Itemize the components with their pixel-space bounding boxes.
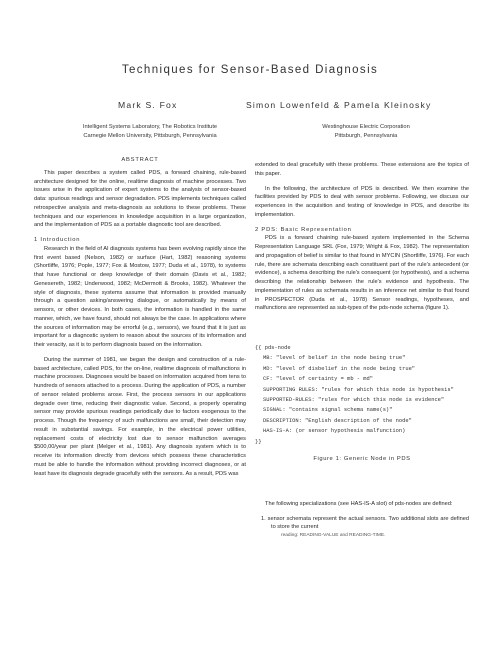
abstract-text: This paper describes a system called PDS, a forward chaining, rule-based architecture designed for the online, realtime diagnosis of machine processes. Two issues arise in the application of expert systems to the analysis of sensor-based data: spurious readings and sensor degradation. PDS implements techniques called retrospective analysis and meta-diagnosis as solutions to these problems. These techniques and our experiences in knowledge acquisition in a large organization, and the implementation of PDS as a portable diagnostic tool are described.: [34, 169, 246, 229]
figure-line-3: CF: "level of certainty = mb - md": [263, 376, 373, 383]
author-1-affiliation: [30, 123, 270, 141]
intro-paragraph-1: Research in the field of AI diagnosis systems has been evolving rapidly since the first event based (Nelson, 1982) or surface (Hart, 1982) reasoning systems (Shortliffe, 1976; Pople, 1977; Fox & Mostow, 1977; Duda et al., 1978), to systems that have functional or deep knowledge of their domain (Davis et al., 1982; Genesereth, 1982; Underwood, 1982; McDermott & Brooks, 1982). Whatever the style of diagnosis, these systems assume that information is provided manually through a question asking/answering dialogue, or automatically by means of sensors, or other devices. In both cases, the information is handled in the same manner, which, we have found, should not always be the case. In applications where the sources of information may be errorful (e.g., sensors), we found that it is just as important for a diagnostic system to reason about the sources of its information and their veracity, as it is to perform diagnosis based on the information.: [34, 245, 246, 348]
figure-1-code: [255, 343, 469, 447]
abstract-heading: ABSTRACT: [121, 157, 159, 163]
pds-paragraph-1: PDS is a forward chaining rule-based system implemented in the Schema Representation Language SRL (Fox, 1979; Wright & Fox, 1982). The representation and propagation of belief is similar to that found in MYCIN (Shortliffe, 1976). For each rule, there are schemata describing each constituent part of the rule's antecedent (or evidence), a schema describing the rule's consequent (or hypothesis), and a schema describing the relationship between the rule's evidence and hypothesis. The implementation of rules as schemata results in an inference net similar to that found in PROSPECTOR (Duda et al., 1978) Sensor readings, hypotheses, and malfunctions are represented as sub-types of the pds-node schema (figure 1).: [255, 235, 469, 312]
right-paragraph-1: extended to deal gracefully with these problems. These extensions are the topics of this paper.: [255, 162, 469, 177]
figure-line-7: DESCRIPTION: "English description of the node": [263, 417, 412, 424]
author-1-name: Mark S. Fox: [118, 100, 178, 110]
figure-line-9: }}: [255, 438, 262, 445]
right-paragraph-2: In the following, the architecture of PDS is described. We then examine the facilities provided by PDS to deal with sensor problems. Following, we discuss our experiences in the acquisition and testing of knowledge in PDS, and describe its implementation.: [255, 185, 469, 218]
author-2-affil-line2: Pittsburgh, Pennsylvania: [334, 133, 398, 139]
left-column: [34, 156, 246, 478]
figure-line-8: HAS-IS-A: (or sensor hypothesis malfunction): [263, 428, 406, 435]
intro-paragraph-2: During the summer of 1981, we began the design and construction of a rule-based architecture, called PDS, for the on-line, realtime diagnosis of malfunctions in machine processes. Diagnoses would be based on information acquired from tens to hundreds of sensors attached to a process. During the application of PDS, a number of sensor related problems arose. First, the process sensors in our applications degrade over time, reducing their diagnostic value. Second, a properly operating sensor may provide spurious readings periodically due to factors exogenous to the process. Though the frequency of such malfunctions are small, their detection may result in substantial savings. For example, in the electrical power utilities, replacement costs of electricity lost due to sensor malfunction averages $500,00/year per plant (Melger et al., 1981). Any diagnosis system which is to receive its information directly from devices which possess these characteristics must be able to handle the information without providing incorrect diagnoses, or at least have its diagnosis degrade gracefully with the sensors. As a result, PDS was: [34, 356, 246, 477]
author-2-affil-line1: Westinghouse Electric Corporation: [322, 124, 410, 130]
author-2-affiliation: [268, 123, 464, 141]
intro-heading: 1 Introduction: [34, 237, 81, 243]
right-column: [255, 161, 469, 541]
figure-line-2: MD: "level of disbelief in the node being true": [263, 365, 416, 372]
figure-1-caption: Figure 1: Generic Node in PDS: [313, 456, 411, 463]
list-item-1-continued: reading: READING-VALUE and READING-TIME.: [281, 533, 386, 539]
figure-line-1: MB: "level of belief in the node being true": [263, 355, 406, 362]
pds-heading: 2 PDS: Basic Representation: [255, 226, 352, 233]
specializations-paragraph: The following specializations (see HAS-IS-A slot) of pds-nodes are defined:: [265, 500, 453, 507]
author-2-name: Simon Lowenfeld & Pamela Kleinosky: [246, 100, 432, 110]
list-item-1-text: 1. sensor schemata represent the actual sensors. Two additional slots are defined to store the current: [261, 515, 469, 531]
figure-line-0: {{ pds-node: [255, 345, 291, 351]
figure-line-5: SUPPORTED-RULES: "rules for which this node is evidence": [263, 397, 445, 404]
list-item-1: [261, 515, 469, 541]
author-1-affil-line2: Carnegie Mellon University, Pittsburgh, Pennsylvania: [83, 133, 217, 139]
figure-line-4: SUPPORTING RULES: "rules for which this node is hypothesis": [263, 386, 454, 393]
author-1-affil-line1: Intelligent Systems Laboratory, The Robotics Institute: [82, 124, 218, 130]
paper-title: Techniques for Sensor-Based Diagnosis: [121, 64, 379, 76]
figure-line-6: SIGNAL: "contains signal schema name(s)": [263, 407, 393, 414]
